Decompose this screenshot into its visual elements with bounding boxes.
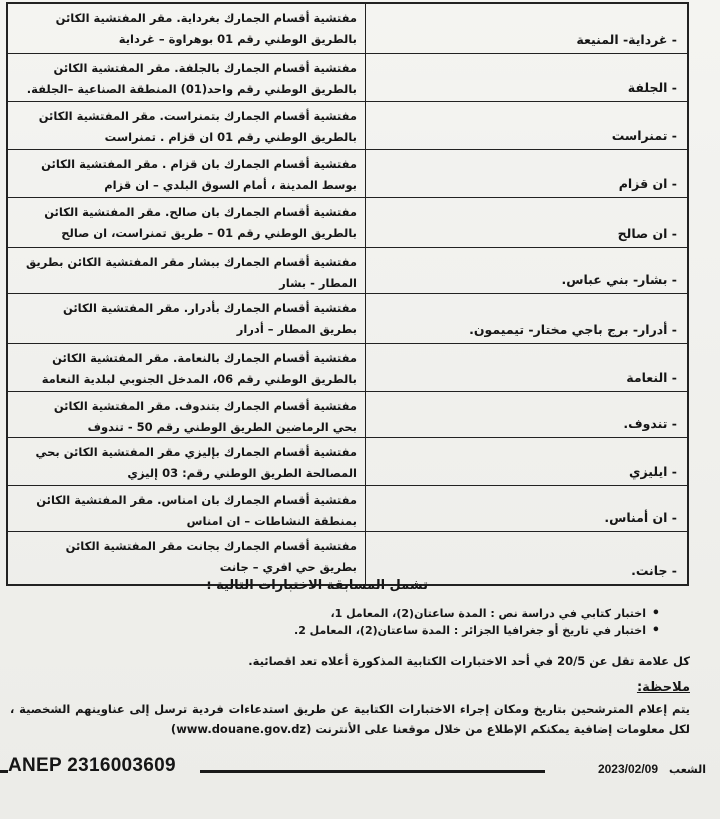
- table-row: [8, 4, 687, 54]
- address-cell: مفتشية أقسام الجمارك بجانت مقر المفتشية الكائن بطريق حي افري – جانت: [65, 539, 357, 574]
- publication-date: 2023/02/09: [597, 762, 658, 776]
- inspections-table: [6, 2, 689, 586]
- exam-item-history: • اختبار في تاريخ أو جغرافيا الجزائر : المدة ساعتان(2)، المعامل 2.: [10, 622, 660, 639]
- region-cell: - أدرار- برج باجي مختار- تيميمون.: [365, 294, 687, 343]
- address-cell: مفتشية أقسام الجمارك بإليزي مقر المفتشية الكائن بحي المصالحة الطريق الوطني رقم: 03 إليزي: [35, 445, 357, 480]
- address-cell: مفتشية أقسام الجمارك بتندوف. مقر المفتشية الكائن بحي الرماضين الطريق الوطني رقم 50 - تندوف: [53, 399, 357, 434]
- note-section: [10, 680, 690, 739]
- table-row: [8, 102, 687, 150]
- region-cell: - غرداية- المنيعة: [365, 4, 687, 53]
- newspaper-name: الشعب: [669, 763, 706, 776]
- table-row: [8, 392, 687, 438]
- table-row: [8, 344, 687, 392]
- region-cell: - تمنراست: [365, 102, 687, 149]
- table-row: [8, 294, 687, 344]
- address-cell: مفتشية أقسام الجمارك بان امناس. مقر المفتشية الكائن بمنطقة النشاطات – ان امناس: [36, 493, 357, 528]
- address-cell: مفتشية أقسام الجمارك بالنعامة. مقر المفتشية الكائن بالطريق الوطني رقم 06، المدخل الجنوبي لبلدية النعامة: [41, 351, 357, 386]
- exams-heading: تشمل المسابقة الاختبارات التالية :: [206, 578, 428, 593]
- address-cell: مفتشية أقسام الجمارك بغرداية. مقر المفتشية الكائن بالطريق الوطني رقم 01 بوهراوة – غرداية: [55, 11, 357, 46]
- exams-section: [10, 578, 690, 671]
- region-cell: - بشار- بني عباس.: [365, 248, 687, 293]
- table-row: [8, 198, 687, 248]
- note-text: يتم إعلام المترشحين بتاريخ ومكان إجراء الاختبارات الكتابية عن طريق استدعاءات فردية ترسل إلى عناوينهم الشخصية ، لكل معلومات إضافية يمكنكم الإطلاع من خلال موقعنا على الأنترنت (www.douane.gov.dz): [10, 702, 690, 736]
- table-row: [8, 150, 687, 198]
- address-cell: مفتشية أقسام الجمارك بأدرار. مقر المفتشية الكائن بطريق المطار – أدرار: [62, 301, 357, 336]
- region-cell: - ايليزي: [365, 438, 687, 485]
- region-cell: - ان صالح: [365, 198, 687, 247]
- region-cell: - ان أمناس.: [365, 486, 687, 531]
- region-cell: - النعامة: [365, 344, 687, 391]
- address-cell: مفتشية أقسام الجمارك بان قزام . مقر المفتشية الكائن بوسط المدينة ، أمام السوق البلدي – ان قزام: [41, 157, 357, 192]
- anep-reference: ANEP 2316003609: [8, 755, 176, 776]
- footer-rule: [200, 770, 545, 773]
- exam-item-written: • اختبار كتابي في دراسة نص : المدة ساعتان(2)، المعامل 1،: [10, 605, 660, 622]
- region-cell: - الجلفة: [365, 54, 687, 101]
- table-row: [8, 54, 687, 102]
- footer-rule-left: [0, 770, 8, 773]
- address-cell: مفتشية أقسام الجمارك بالجلفة. مقر المفتشية الكائن بالطريق الوطني رقم واحد(01) المنطقة الصناعية –الجلفة.: [26, 61, 357, 96]
- region-cell: - تندوف.: [365, 392, 687, 437]
- table-row: [8, 532, 687, 584]
- address-cell: مفتشية أقسام الجمارك ببشار مقر المفتشية الكائن بطريق المطار - بشار: [26, 255, 357, 290]
- address-cell: مفتشية أقسام الجمارك بتمنراست. مقر المفتشية الكائن بالطريق الوطني رقم 01 ان قزام . تمنراست: [38, 109, 357, 144]
- note-title: ملاحظة:: [636, 680, 690, 695]
- region-cell: - جانت.: [365, 532, 687, 584]
- table-row: [8, 248, 687, 294]
- region-cell: - ان قزام: [365, 150, 687, 197]
- exams-list: [10, 605, 690, 639]
- address-cell: مفتشية أقسام الجمارك بان صالح. مقر المفتشية الكائن بالطريق الوطني رقم 01 – طريق تمنراست، ان صالح: [44, 205, 357, 240]
- table-row: [8, 486, 687, 532]
- elimination-rule: كل علامة تقل عن 20/5 في أحد الاختبارات الكتابية المذكورة أعلاه تعد اقصائية.: [248, 654, 690, 668]
- table-row: [8, 438, 687, 486]
